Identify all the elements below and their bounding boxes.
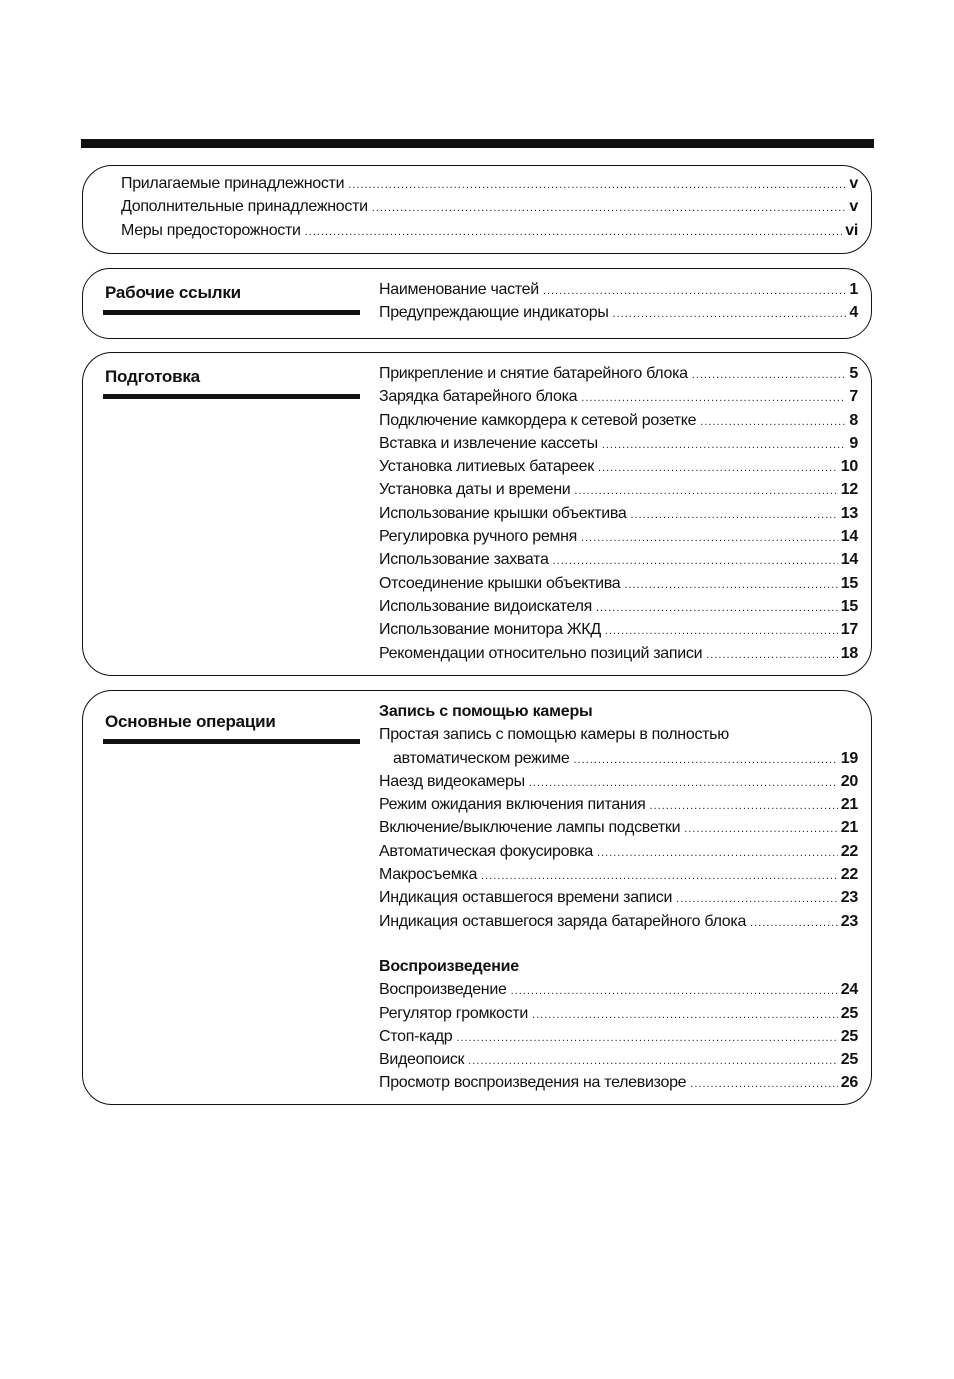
toc-entry-label: Автоматическая фокусировка — [379, 842, 594, 860]
toc-entry-page: 26 — [840, 1074, 858, 1092]
toc-entry-label: Использование крышки объектива — [379, 504, 627, 522]
toc-entry-page: 25 — [840, 1004, 858, 1022]
toc-entry-label: Наезд видеокамеры — [379, 772, 525, 790]
toc-entry[interactable] — [379, 796, 858, 819]
toc-box-preparation — [82, 352, 872, 676]
toc-entry-label: Установка даты и времени — [379, 481, 571, 499]
toc-entry-label: Рекомендации относительно позиций записи — [379, 644, 703, 662]
toc-entry-page: 23 — [840, 889, 858, 907]
toc-entry-label: Регулировка ручного ремня — [379, 528, 578, 546]
toc-entry[interactable] — [379, 750, 858, 773]
dot-leader — [692, 369, 847, 381]
toc-entry[interactable] — [121, 198, 858, 221]
toc-entry[interactable] — [379, 1028, 858, 1051]
dot-leader — [613, 308, 847, 320]
dot-leader — [676, 893, 838, 905]
toc-entry[interactable] — [379, 388, 858, 411]
toc-entry-page: 12 — [840, 481, 858, 499]
toc-entry[interactable] — [121, 175, 858, 198]
toc-entry-label: Использование видоискателя — [379, 597, 592, 615]
dot-leader — [553, 555, 838, 567]
dot-leader — [529, 777, 838, 789]
toc-entry-page: 8 — [849, 411, 858, 429]
subsection-gap — [379, 936, 858, 958]
dot-leader — [511, 985, 838, 997]
toc-entry-page: 9 — [849, 434, 858, 452]
toc-entry-label: Включение/выключение лампы подсветки — [379, 819, 681, 837]
toc-entries-preparation — [379, 365, 858, 668]
toc-entry-label: Меры предосторожности — [121, 221, 301, 239]
toc-entry-page: 21 — [840, 819, 858, 837]
dot-leader — [598, 462, 838, 474]
toc-entry[interactable] — [379, 551, 858, 574]
top-rule — [81, 139, 874, 148]
toc-entry[interactable] — [379, 981, 858, 1004]
dot-leader — [456, 1032, 837, 1044]
toc-entry-page: 15 — [840, 574, 858, 592]
dot-leader — [750, 917, 838, 929]
dot-leader — [700, 416, 846, 428]
toc-entry-page: 4 — [849, 304, 858, 322]
toc-entry[interactable] — [379, 843, 858, 866]
section-title: Подготовка — [105, 367, 200, 386]
dot-leader — [706, 649, 838, 661]
section-rule — [103, 310, 360, 315]
toc-entry-page: 7 — [849, 388, 858, 406]
toc-entry-label: Использование монитора ЖКД — [379, 621, 601, 639]
toc-entry-label: Просмотр воспроизведения на телевизоре — [379, 1074, 687, 1092]
toc-entry-page: 18 — [840, 644, 858, 662]
toc-entry-page: 22 — [840, 842, 858, 860]
dot-leader — [684, 823, 838, 835]
toc-entry-label: Вставка и извлечение кассеты — [379, 434, 598, 452]
toc-entry[interactable] — [379, 598, 858, 621]
toc-entry[interactable] — [121, 222, 858, 245]
toc-entry-page: 24 — [840, 981, 858, 999]
toc-entry[interactable] — [379, 621, 858, 644]
toc-entries-general — [121, 175, 858, 245]
dot-leader — [631, 509, 838, 521]
toc-entry-label: Индикация оставшегося заряда батарейного блока — [379, 912, 747, 930]
toc-entry-label: Отсоединение крышки объектива — [379, 574, 621, 592]
toc-entry-page: 10 — [840, 458, 858, 476]
dot-leader — [574, 485, 837, 497]
toc-entry-page: 19 — [840, 749, 858, 767]
toc-entry[interactable] — [379, 575, 858, 598]
dot-leader — [690, 1078, 838, 1090]
section-rule — [103, 739, 360, 744]
toc-entry-page: 23 — [840, 912, 858, 930]
toc-entry[interactable] — [379, 528, 858, 551]
subsection-heading: Воспроизведение — [379, 957, 519, 975]
toc-entry[interactable] — [379, 889, 858, 912]
toc-entry-first-line[interactable] — [379, 726, 858, 749]
dot-leader — [597, 847, 838, 859]
toc-entry-label: Использование захвата — [379, 551, 549, 569]
section-title: Основные операции — [105, 712, 276, 731]
dot-leader — [624, 579, 837, 591]
section-rule — [103, 394, 360, 399]
toc-entry-page: 25 — [840, 1027, 858, 1045]
dot-leader — [650, 800, 838, 812]
toc-box-working-links — [82, 268, 872, 339]
subsection-heading: Запись с помощью камеры — [379, 703, 593, 720]
dot-leader — [468, 1055, 838, 1067]
toc-entry-label: Прилагаемые принадлежности — [121, 175, 345, 192]
toc-entry[interactable] — [379, 1051, 858, 1074]
toc-entry[interactable] — [379, 304, 858, 327]
toc-entry-label: автоматическом режиме — [393, 749, 570, 767]
toc-entry[interactable] — [379, 645, 858, 668]
toc-entry[interactable] — [379, 281, 858, 304]
toc-entry-label: Простая запись с помощью камеры в полностью — [379, 726, 729, 744]
toc-entries-basic-operations — [379, 703, 858, 1098]
toc-entry-label: Видеопоиск — [379, 1051, 465, 1069]
dot-leader — [596, 602, 838, 614]
toc-entry[interactable] — [379, 505, 858, 528]
toc-entry[interactable] — [379, 365, 858, 388]
dot-leader — [348, 179, 846, 191]
toc-entry-page: 22 — [840, 866, 858, 884]
toc-entry-label: Макросъемка — [379, 866, 478, 884]
toc-entry[interactable] — [379, 1005, 858, 1028]
toc-entry-page: 14 — [840, 528, 858, 546]
dot-leader — [581, 532, 838, 544]
toc-entry-page: 20 — [840, 772, 858, 790]
toc-entry[interactable] — [379, 458, 858, 481]
dot-leader — [602, 439, 847, 451]
toc-entry-page: 13 — [840, 504, 858, 522]
section-title: Рабочие ссылки — [105, 283, 241, 302]
toc-entry-label: Режим ожидания включения питания — [379, 796, 646, 814]
toc-entry-page: 21 — [840, 796, 858, 814]
toc-entry-label: Прикрепление и снятие батарейного блока — [379, 365, 688, 382]
dot-leader — [305, 226, 843, 238]
toc-entry[interactable] — [379, 913, 858, 936]
toc-box-general — [82, 165, 872, 254]
toc-entry-label: Установка литиевых батареек — [379, 458, 594, 476]
toc-entry[interactable] — [379, 819, 858, 842]
toc-entry-label: Дополнительные принадлежности — [121, 198, 368, 216]
toc-entry[interactable] — [379, 435, 858, 458]
toc-entry-label: Регулятор громкости — [379, 1004, 529, 1022]
toc-entry-label: Стоп-кадр — [379, 1027, 453, 1045]
toc-entry-label: Подключение камкордера к сетевой розетке — [379, 411, 697, 429]
toc-entry[interactable] — [379, 412, 858, 435]
toc-entry[interactable] — [379, 1074, 858, 1097]
toc-entry-page: v — [849, 198, 858, 216]
toc-entry-label: Наименование частей — [379, 281, 539, 298]
toc-entry-page: 1 — [849, 281, 858, 298]
toc-entry[interactable] — [379, 773, 858, 796]
toc-entry-page: vi — [845, 221, 858, 239]
toc-entry[interactable] — [379, 481, 858, 504]
toc-entry-page: 15 — [840, 597, 858, 615]
toc-entry-page: 17 — [840, 621, 858, 639]
dot-leader — [543, 285, 847, 297]
toc-box-basic-operations — [82, 690, 872, 1105]
toc-entry-page: 5 — [849, 365, 858, 382]
toc-entry-label: Зарядка батарейного блока — [379, 388, 578, 406]
toc-entry-label: Предупреждающие индикаторы — [379, 304, 609, 322]
toc-entries-working-links — [379, 281, 858, 328]
dot-leader — [605, 625, 838, 637]
dot-leader — [581, 392, 846, 404]
toc-entry[interactable] — [379, 866, 858, 889]
dot-leader — [574, 754, 838, 766]
toc-entry-label: Индикация оставшегося времени записи — [379, 889, 673, 907]
toc-entry-page: 14 — [840, 551, 858, 569]
dot-leader — [532, 1009, 838, 1021]
toc-entry-label: Воспроизведение — [379, 981, 507, 999]
dot-leader — [372, 202, 847, 214]
dot-leader — [481, 870, 838, 882]
toc-entry-page: 25 — [840, 1051, 858, 1069]
toc-entry-page: v — [849, 175, 858, 192]
